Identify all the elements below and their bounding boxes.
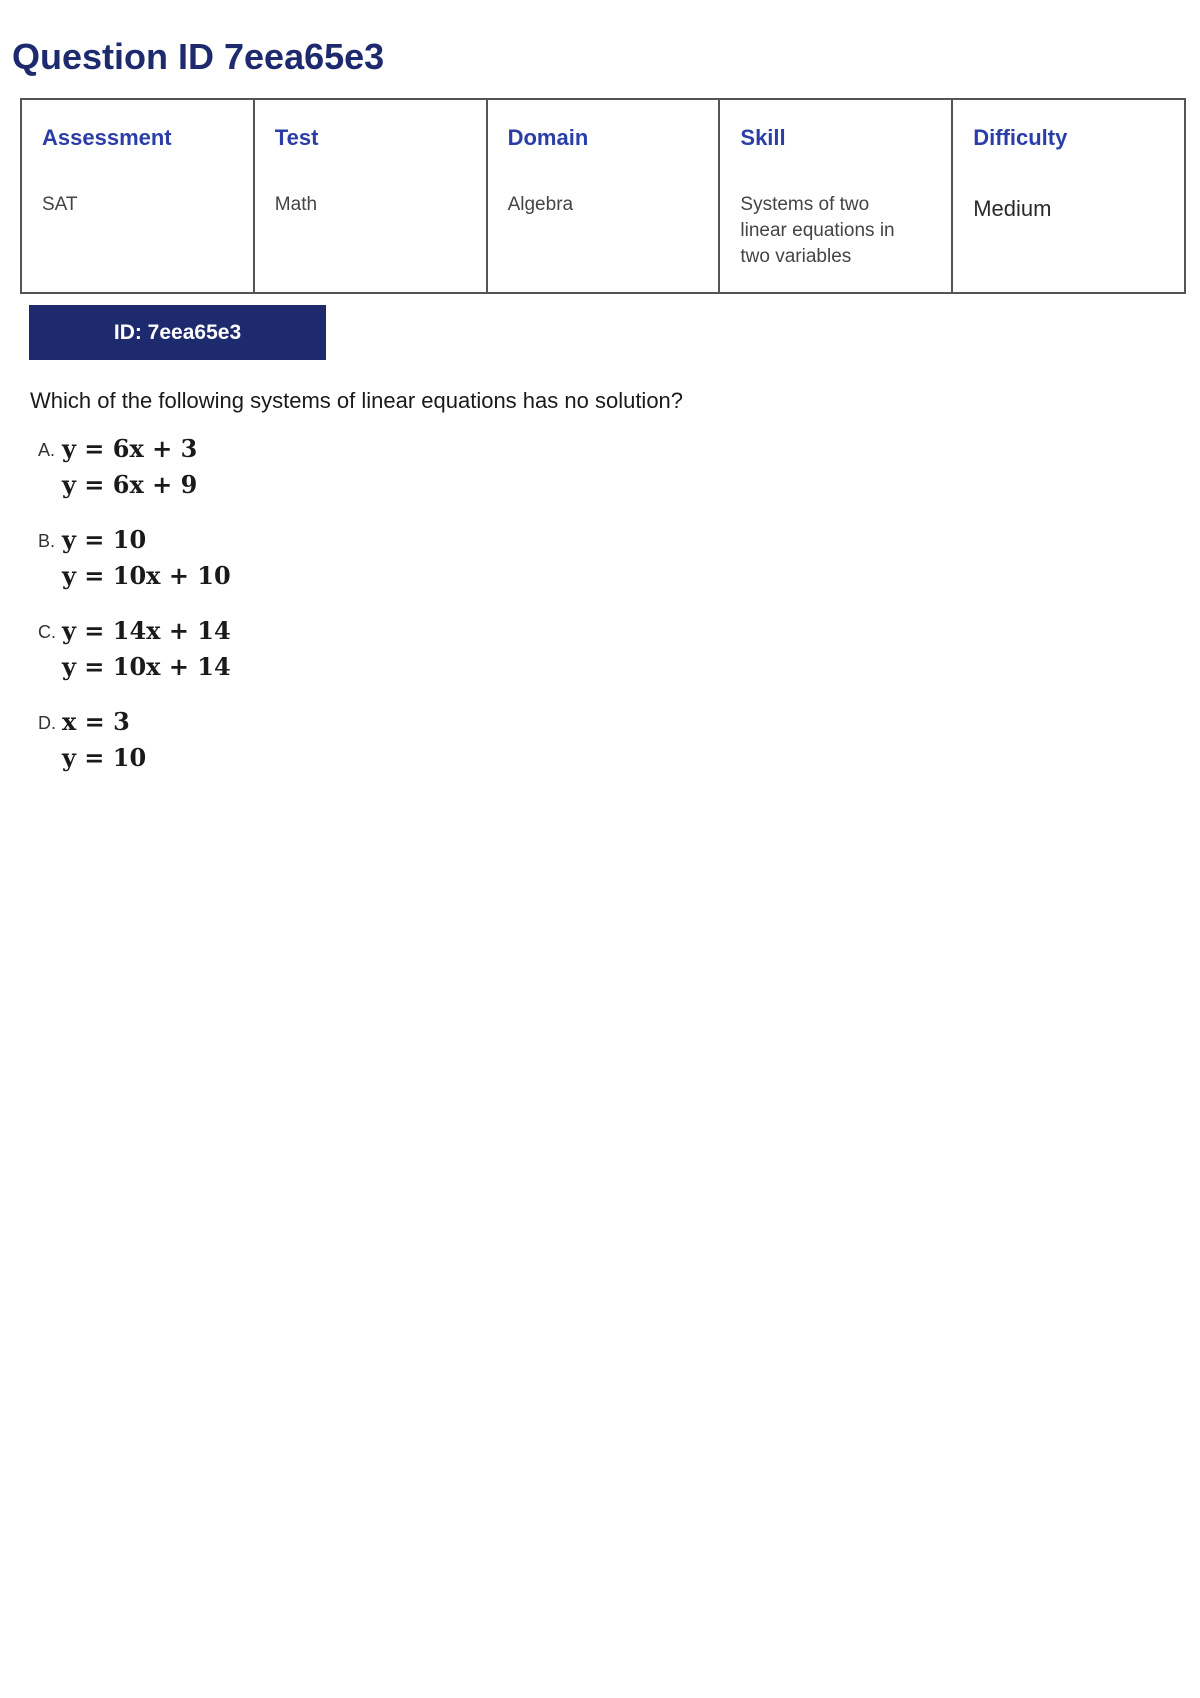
difficulty-header: Difficulty — [973, 125, 1068, 150]
domain-value: Algebra — [507, 194, 574, 215]
domain-header: Domain — [507, 125, 589, 150]
choice-letter: B. — [38, 531, 56, 551]
difficulty-cell — [952, 99, 1185, 293]
domain-cell — [487, 99, 720, 293]
assessment-cell — [21, 99, 254, 293]
equation: y = 14x + 14 — [62, 616, 231, 645]
skill-cell — [719, 99, 952, 293]
equation: y = 6x + 3 — [62, 434, 198, 463]
choice-letter: C. — [38, 622, 56, 642]
equation: y = 10x + 10 — [62, 561, 231, 590]
choice-letter: A. — [38, 440, 56, 460]
difficulty-value: Medium — [973, 196, 1052, 221]
test-cell — [254, 99, 487, 293]
skill-value: Systems of two linear equations in two variables — [740, 194, 895, 267]
assessment-header: Assessment — [42, 125, 172, 150]
question-metadata-table — [20, 98, 1186, 294]
assessment-value: SAT — [42, 194, 78, 215]
equation: x = 3 — [62, 707, 130, 736]
equation: y = 10 — [62, 743, 147, 772]
equation: y = 6x + 9 — [62, 470, 198, 499]
question-text: Which of the following systems of linear equations has no solution? — [30, 388, 684, 413]
page-title: Question ID 7eea65e3 — [12, 36, 385, 77]
test-header: Test — [274, 125, 319, 150]
equation: y = 10 — [62, 525, 147, 554]
question-id-banner: ID: 7eea65e3 — [29, 305, 326, 360]
skill-header: Skill — [740, 125, 786, 150]
equation: y = 10x + 14 — [62, 652, 231, 681]
choice-letter: D. — [38, 713, 56, 733]
test-value: Math — [274, 194, 318, 215]
